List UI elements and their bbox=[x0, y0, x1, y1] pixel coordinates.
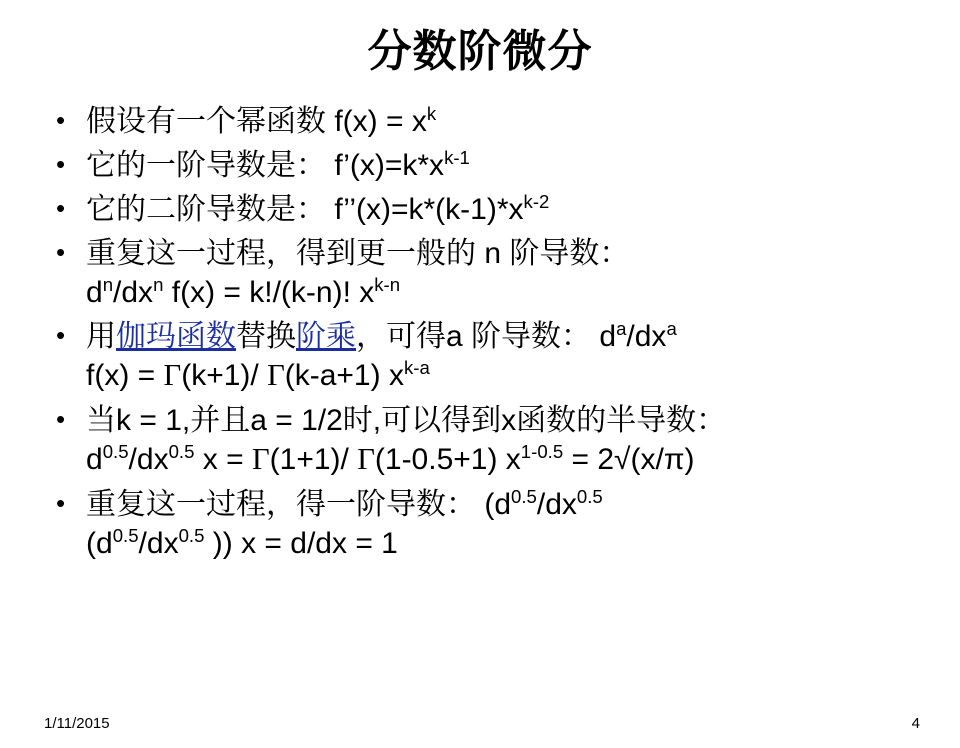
text-run: /dx bbox=[113, 276, 154, 310]
text-run: (1+1)/ bbox=[269, 443, 358, 477]
superscript: 0.5 bbox=[168, 441, 195, 463]
text-run: 当k = 1,并且a = 1/2时,可以得到x函数的半导数： bbox=[86, 404, 727, 438]
list-item bbox=[46, 234, 930, 312]
text-run: f(x) = bbox=[86, 359, 164, 393]
bullet-icon: • bbox=[56, 320, 66, 351]
list-item bbox=[46, 190, 930, 229]
superscript: n bbox=[102, 274, 114, 296]
superscript: k-n bbox=[374, 274, 401, 296]
gamma-symbol: Γ bbox=[251, 442, 270, 477]
superscript: 0.5 bbox=[102, 441, 129, 463]
text-run: 它的一阶导数是： bbox=[86, 149, 326, 183]
bullet-list bbox=[0, 102, 960, 563]
text-run: ，可得a 阶导数： bbox=[356, 320, 592, 354]
text-run: d bbox=[86, 276, 103, 310]
superscript: 0.5 bbox=[178, 524, 205, 546]
list-item bbox=[46, 401, 930, 480]
text-run: d bbox=[591, 320, 617, 354]
hyperlink[interactable]: 阶乘 bbox=[296, 320, 356, 354]
text-run: )) x = d/dx = 1 bbox=[204, 526, 398, 560]
text-run: (k+1)/ bbox=[181, 359, 268, 393]
text-run: 替换 bbox=[236, 320, 296, 354]
text-run: 假设有一个幂函数 f(x) = x bbox=[86, 105, 427, 139]
superscript: k-1 bbox=[444, 147, 470, 169]
superscript: 0.5 bbox=[112, 524, 139, 546]
text-run: /dx bbox=[536, 487, 577, 521]
page-title: 分数阶微分 bbox=[367, 27, 593, 76]
gamma-symbol: Γ bbox=[357, 442, 375, 477]
slide bbox=[0, 28, 960, 748]
list-item bbox=[46, 317, 930, 396]
superscript: 1-0.5 bbox=[520, 441, 564, 463]
superscript: k bbox=[426, 103, 437, 125]
text-run: 重复这一过程，得一阶导数： bbox=[86, 487, 476, 521]
list-item bbox=[46, 146, 930, 185]
superscript: k-a bbox=[403, 357, 430, 379]
text-run: (k-a+1) x bbox=[284, 359, 404, 393]
bullet-icon: • bbox=[56, 404, 66, 435]
text-run: 用 bbox=[86, 320, 116, 354]
superscript: n bbox=[153, 274, 164, 296]
bullet-icon: • bbox=[56, 237, 66, 268]
text-run: d bbox=[86, 443, 103, 477]
text-run: 它的二阶导数是： bbox=[86, 193, 326, 227]
hyperlink[interactable]: 伽玛函数 bbox=[116, 320, 236, 354]
text-run: f’(x)=k*x bbox=[326, 149, 445, 183]
text-run: f’’(x)=k*(k-1)*x bbox=[326, 193, 524, 227]
superscript: 0.5 bbox=[511, 485, 537, 507]
text-run: (d bbox=[476, 487, 512, 521]
superscript: a bbox=[666, 318, 677, 340]
text-run: (d bbox=[86, 526, 113, 560]
footer-page-number: 4 bbox=[911, 715, 920, 732]
footer-date: 1/11/2015 bbox=[44, 715, 110, 732]
bullet-icon: • bbox=[56, 149, 66, 180]
text-run: x = bbox=[194, 443, 252, 477]
bullet-icon: • bbox=[56, 105, 66, 136]
gamma-symbol: Γ bbox=[163, 358, 182, 393]
text-run: = 2√(x/π) bbox=[563, 443, 695, 477]
superscript: k-2 bbox=[523, 191, 550, 213]
list-item bbox=[46, 485, 930, 563]
bullet-icon: • bbox=[56, 193, 66, 224]
text-run: /dx bbox=[128, 443, 169, 477]
bullet-icon: • bbox=[56, 487, 66, 518]
superscript: a bbox=[616, 318, 627, 340]
text-run: /dx bbox=[626, 320, 667, 354]
text-run: f(x) = k!/(k-n)! x bbox=[163, 276, 375, 310]
text-run: (1-0.5+1) x bbox=[374, 443, 521, 477]
text-run: /dx bbox=[138, 526, 179, 560]
superscript: 0.5 bbox=[576, 485, 603, 507]
list-item bbox=[46, 102, 930, 141]
gamma-symbol: Γ bbox=[267, 358, 285, 393]
text-run: 重复这一过程，得到更一般的 n 阶导数： bbox=[86, 237, 630, 271]
